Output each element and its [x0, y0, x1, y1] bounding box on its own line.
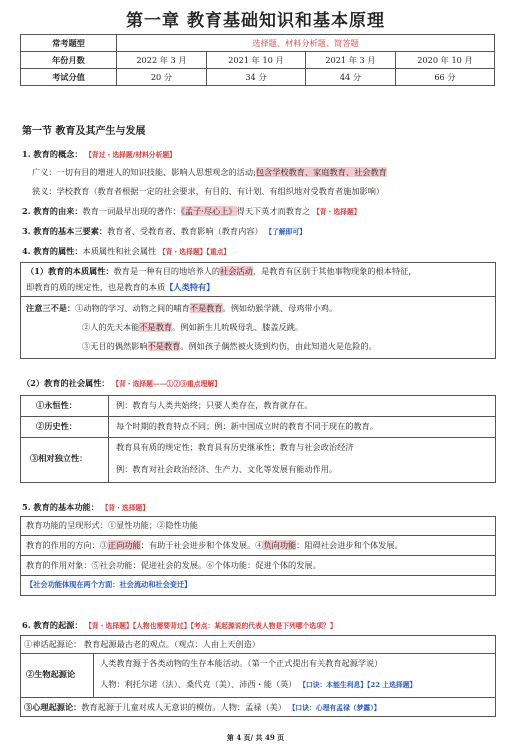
item-head: ③心理起源论：: [24, 702, 82, 712]
divider: [20, 653, 496, 654]
item-tag: 【背・选择题——①②③重点理解】: [112, 380, 221, 388]
row-label: 年份月数: [21, 52, 117, 69]
text: 。例如新生儿吮吸母乳、膝盖反跳。: [172, 322, 304, 332]
section-title: 第一节 教育及其产生与发展: [22, 126, 146, 137]
year-cell: 2021 年 3 月: [305, 52, 395, 69]
function-heading: [22, 502, 149, 513]
item-head: 1. 教育的概念：: [22, 149, 83, 159]
item-tag: 【人类特有】: [165, 282, 215, 292]
text: 教育是一种有目的地培养人的: [113, 266, 221, 276]
text: 。例如孩子偶然被火烫到灼伤，由此知道火是危险的。: [180, 341, 377, 351]
text: 教育者、受教育者、教育影响（教育内容）: [107, 226, 263, 236]
myth-origin: ①神话起源论： 教育起源最古老的观点。（观点：人由上天创造）: [24, 639, 260, 649]
bio-people: [100, 679, 416, 690]
note-line3: [82, 341, 377, 352]
divider: [20, 416, 496, 417]
text: 。例如幼猴学跳、母鸡带小鸡。: [222, 303, 338, 313]
text: 人物：利托尔诺（法）、桑代克（美）、沛西・能（英）: [100, 679, 297, 689]
highlight: 不是教育: [139, 322, 173, 332]
attr-label: ②历史性：: [36, 421, 77, 431]
question-types: 选择题、材料分析题、简答题: [117, 35, 495, 52]
year-cell: 2022 年 3 月: [117, 52, 207, 69]
table-row: [21, 69, 495, 86]
year-cell: 2021 年 10 月: [206, 52, 305, 69]
divider: [20, 437, 496, 438]
attributes-heading: [22, 246, 230, 257]
concept-heading: [22, 149, 176, 160]
item-tag: 【背・选择题】【人物也需要背过】【考点：某起源说的代表人物是下列哪个选项？】: [85, 622, 337, 630]
function-row: 教育功能的呈现形式：①显性功能；②隐性功能: [26, 520, 198, 530]
psy-origin: [24, 702, 380, 713]
highlight: 社会活动: [220, 266, 253, 276]
origin-heading: [22, 620, 337, 631]
attr-text: 教育具有质的规定性；教育具有历史继承性；教育与社会政治经济: [116, 442, 354, 452]
note-line1: [26, 303, 337, 314]
divider: [20, 697, 496, 698]
text: 广义：一切有目的增进人的知识技能、影响人思想观念的活动;: [32, 167, 256, 177]
item-tag: 【口诀：心理有孟禄（梦露）】: [288, 704, 381, 712]
score-cell: 20 分: [117, 69, 207, 86]
table-row: [21, 35, 495, 52]
page-number: 第 4 页/ 共 49 页: [226, 733, 285, 742]
bio-text: 人类教育源于各类动物的生存本能活动。（第一个正式提出有关教育起源学说）: [100, 658, 383, 668]
text: 得天下英才而教育之: [236, 206, 311, 216]
divider: [108, 395, 109, 483]
text: 教育的作用的方向：③: [26, 540, 108, 550]
text: 教育一词最早出现的著作：: [82, 206, 181, 216]
year-cell: 2020 年 10 月: [395, 52, 494, 69]
text: ①动物的学习、动物之间的哺育: [75, 303, 190, 313]
item-head: （2）教育的社会属性：: [22, 378, 110, 388]
concept-narrow: 狭义：学校教育（教育者根据一定的社会要求，有目的、有计划、有组织地对受教育者施加影响）: [32, 186, 385, 196]
score-cell: 44 分: [305, 69, 395, 86]
exam-info-table: [20, 34, 495, 86]
item-tag: 【了解即可】: [265, 228, 307, 236]
three-elements: [22, 226, 306, 237]
divider: [93, 653, 94, 697]
function-row: 【社会功能体现在两个方面：社会流动和社会变迁】: [26, 580, 192, 589]
note-line2: [82, 322, 303, 333]
highlight: 《孟子·尽心上》: [180, 206, 237, 216]
text: ③无目的偶然影响: [82, 341, 148, 351]
item-tag: 【口诀：本能生利息】【22 上选择题】: [299, 681, 417, 689]
row-label: 常考题型: [21, 35, 117, 52]
function-row: [26, 540, 403, 551]
function-row: 教育的作用对象：⑤社会功能：促进社会的发展。⑥个体功能：促进个体的发展。: [26, 560, 321, 570]
text: ②人的先天本能: [82, 322, 140, 332]
divider: [20, 555, 496, 556]
highlight: 包含学校教育、家庭教育、社会教育: [255, 167, 387, 177]
highlight: 不是教育: [189, 303, 223, 313]
item-tag: 【背・选择题】: [101, 504, 150, 512]
item-head: 4. 教育的属性：: [22, 246, 83, 256]
item-tag: 【背・选择题】【重点】: [158, 248, 231, 256]
highlight: 正向功能: [107, 540, 141, 550]
highlight: 负向功能: [263, 540, 297, 550]
attr-text: 例：教育对社会政治经济、生产力、文化等发展有能动作用。: [116, 464, 338, 474]
text: ，是教育有区别于其他事物现象的根本特征，: [252, 266, 417, 276]
item-head: 5. 教育的基本功能：: [22, 502, 99, 512]
origin-word: [22, 206, 361, 217]
text: 本质属性和社会属性: [82, 246, 157, 256]
item-head: 2. 教育的由来：: [22, 206, 83, 216]
attr-text: 例：教育与人类共始终；只要人类存在，教育就存在。: [116, 400, 313, 410]
note-head: 注意三不是：: [26, 303, 76, 313]
concept-broad: [32, 167, 387, 178]
score-cell: 66 分: [395, 69, 494, 86]
divider: [20, 575, 496, 576]
divider: [20, 296, 496, 297]
text: ：阻碍社会进步和个体发展。: [296, 540, 403, 550]
divider: [20, 535, 496, 536]
chapter-title: 第一章 教育基础知识和基本原理: [126, 11, 385, 31]
essence-line2: [26, 282, 214, 293]
social-attr-heading: [22, 378, 221, 389]
row-label: 考试分值: [21, 69, 117, 86]
item-head: 3. 教育的基本三要素：: [22, 226, 108, 236]
text: 教育起源于儿童对成人无意识的模仿。人物：孟禄（美）: [81, 702, 287, 712]
item-tag: 【背・选择题】: [312, 208, 361, 216]
item-head: 6. 教育的起源：: [22, 620, 83, 630]
item-tag: 【背过・选择题/材料分析题】: [85, 151, 176, 159]
item-head: （1）教育的本质属性：: [26, 266, 114, 276]
table-row: [21, 52, 495, 69]
attr-label: ③相对独立性：: [30, 453, 88, 463]
score-cell: 34 分: [206, 69, 305, 86]
essence-line1: [26, 266, 417, 277]
text: ：有助于社会进步和个体发展。④: [140, 540, 264, 550]
highlight: 不是教育: [147, 341, 181, 351]
attr-text: 每个时期的教育特点不同；例：新中国成立时的教育不同于现在的教育。: [116, 421, 379, 431]
text: 即教育的质的规定性，也是教育的本质: [26, 282, 166, 292]
bio-label: ②生物起源论: [26, 669, 76, 679]
attr-label: ①永恒性：: [36, 400, 77, 410]
